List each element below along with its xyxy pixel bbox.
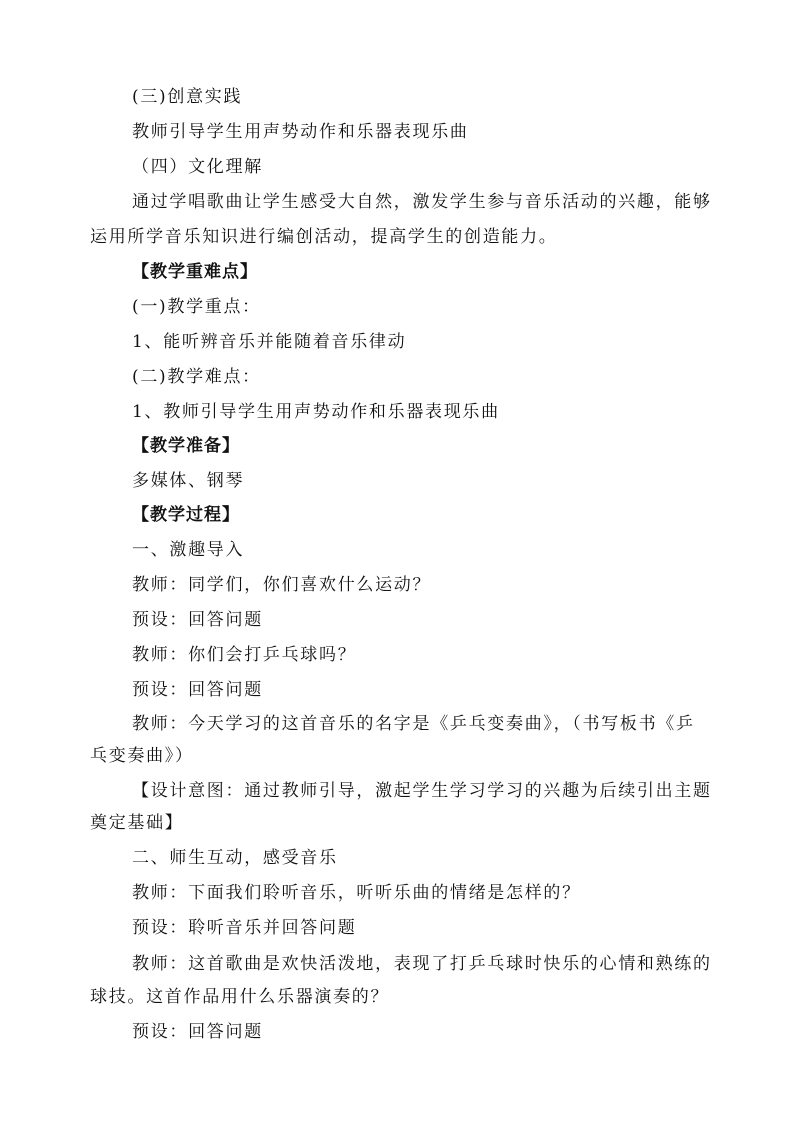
design-intent-line-continued: 奠定基础】 [90, 813, 184, 833]
dialogue-line: 预设：聆听音乐并回答问题 [132, 918, 357, 938]
dialogue-line: 教师：你们会打乒乓球吗？ [132, 645, 357, 665]
paragraph-line-continued: 运用所学音乐知识进行编创活动，提高学生的创造能力。 [90, 227, 558, 247]
dialogue-line: 教师：同学们，你们喜欢什么运动？ [132, 575, 432, 595]
dialogue-line: 教师：下面我们聆听音乐，听听乐曲的情绪是怎样的？ [132, 883, 581, 903]
dialogue-line-continued: 乓变奏曲》） [90, 746, 194, 766]
dialogue-line: 预设：回答问题 [132, 1022, 263, 1042]
dialogue-line: 教师：今天学习的这首音乐的名字是《乒乓变奏曲》，（书写板书《乒 [132, 714, 695, 734]
list-item: 1、教师引导学生用声势动作和乐器表现乐曲 [132, 402, 500, 422]
design-intent-line: 【设计意图：通过教师引导，激起学生学习学习的兴趣为后续引出主题 [132, 781, 712, 801]
subheading-step-one: 一、激趣导入 [132, 540, 245, 560]
subheading-step-two: 二、师生互动，感受音乐 [132, 848, 338, 868]
dialogue-line-continued: 球技。这首作品用什么乐器演奏的？ [90, 987, 390, 1007]
section-heading-cultural-understanding: （四）文化理解 [132, 157, 263, 177]
heading-key-difficult-points: 【教学重难点】 [132, 262, 258, 282]
paragraph-line: 多媒体、钢琴 [132, 471, 245, 491]
paragraph-line: 教师引导学生用声势动作和乐器表现乐曲 [132, 122, 469, 142]
dialogue-line: 预设：回答问题 [132, 610, 263, 630]
subheading-difficult-points: (二)教学难点： [132, 367, 261, 387]
dialogue-line: 预设：回答问题 [132, 680, 263, 700]
heading-teaching-preparation: 【教学准备】 [132, 436, 240, 456]
list-item: 1、能听辨音乐并能随着音乐律动 [132, 332, 407, 352]
paragraph-line: 通过学唱歌曲让学生感受大自然，激发学生参与音乐活动的兴趣，能够 [132, 192, 712, 212]
heading-teaching-process: 【教学过程】 [132, 505, 240, 525]
subheading-key-points: (一)教学重点： [132, 297, 261, 317]
section-heading-creative-practice: (三)创意实践 [132, 87, 243, 107]
dialogue-line: 教师：这首歌曲是欢快活泼地，表现了打乒乓球时快乐的心情和熟练的 [132, 954, 712, 974]
